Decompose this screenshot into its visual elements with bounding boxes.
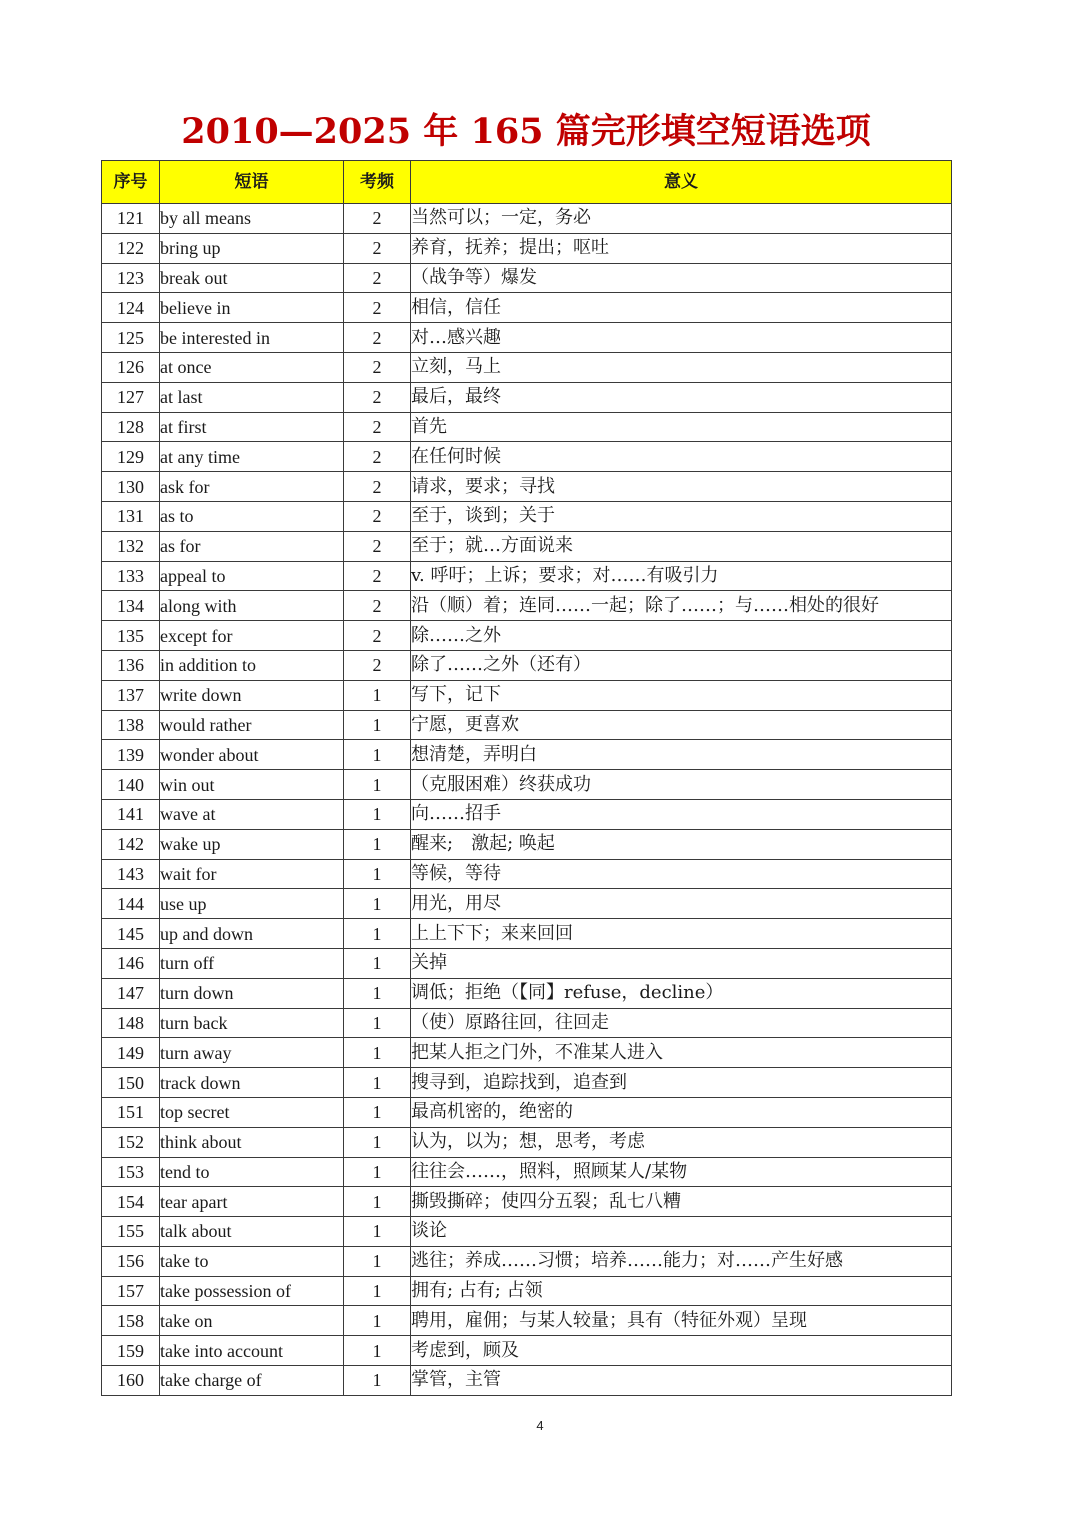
header-freq: 考频 xyxy=(344,161,411,204)
row-meaning: 聘用，雇佣；与某人较量；具有（特征外观）呈现 xyxy=(411,1306,952,1336)
table-row xyxy=(102,680,952,710)
row-number: 143 xyxy=(102,859,160,889)
row-phrase: would rather xyxy=(160,710,344,740)
table-row xyxy=(102,1127,952,1157)
header-phrase: 短语 xyxy=(160,161,344,204)
row-number: 155 xyxy=(102,1217,160,1247)
table-row xyxy=(102,263,952,293)
row-phrase: appeal to xyxy=(160,561,344,591)
table-row xyxy=(102,621,952,651)
row-number: 144 xyxy=(102,889,160,919)
table-row xyxy=(102,1306,952,1336)
row-meaning: 上上下下；来来回回 xyxy=(411,919,952,949)
row-number: 156 xyxy=(102,1246,160,1276)
row-phrase: wave at xyxy=(160,799,344,829)
row-phrase: in addition to xyxy=(160,650,344,680)
row-frequency: 1 xyxy=(344,1097,411,1127)
row-meaning: 掌管，主管 xyxy=(411,1366,952,1396)
row-number: 145 xyxy=(102,919,160,949)
row-phrase: at first xyxy=(160,412,344,442)
row-meaning: 想清楚，弄明白 xyxy=(411,740,952,770)
row-phrase: think about xyxy=(160,1127,344,1157)
row-number: 142 xyxy=(102,829,160,859)
row-meaning: 养育，抚养；提出；呕吐 xyxy=(411,233,952,263)
row-phrase: take into account xyxy=(160,1336,344,1366)
page-number: 4 xyxy=(536,1418,544,1433)
row-meaning: 向……招手 xyxy=(411,799,952,829)
row-frequency: 2 xyxy=(344,621,411,651)
row-phrase: use up xyxy=(160,889,344,919)
row-number: 128 xyxy=(102,412,160,442)
row-frequency: 1 xyxy=(344,1187,411,1217)
row-meaning: 沿（顺）着；连同……一起；除了……；与……相处的很好 xyxy=(411,591,952,621)
table-row xyxy=(102,204,952,234)
row-number: 146 xyxy=(102,948,160,978)
row-meaning: 相信，信任 xyxy=(411,293,952,323)
row-meaning: 除……之外 xyxy=(411,621,952,651)
row-meaning: 立刻，马上 xyxy=(411,352,952,382)
row-number: 121 xyxy=(102,204,160,234)
row-number: 131 xyxy=(102,501,160,531)
header-meaning: 意义 xyxy=(411,161,952,204)
table-row xyxy=(102,650,952,680)
row-meaning: 关掉 xyxy=(411,948,952,978)
table-row xyxy=(102,472,952,502)
row-frequency: 2 xyxy=(344,591,411,621)
row-phrase: turn down xyxy=(160,978,344,1008)
row-frequency: 2 xyxy=(344,501,411,531)
row-phrase: track down xyxy=(160,1068,344,1098)
row-frequency: 1 xyxy=(344,948,411,978)
table-row xyxy=(102,412,952,442)
row-number: 152 xyxy=(102,1127,160,1157)
row-number: 135 xyxy=(102,621,160,651)
row-number: 133 xyxy=(102,561,160,591)
table-row xyxy=(102,591,952,621)
row-meaning: 醒来; 激起; 唤起 xyxy=(411,829,952,859)
row-phrase: by all means xyxy=(160,204,344,234)
table-row xyxy=(102,799,952,829)
table-row xyxy=(102,978,952,1008)
row-frequency: 1 xyxy=(344,859,411,889)
row-number: 140 xyxy=(102,770,160,800)
table-row xyxy=(102,948,952,978)
row-meaning: 最后，最终 xyxy=(411,382,952,412)
row-meaning: 请求，要求；寻找 xyxy=(411,472,952,502)
table-row xyxy=(102,919,952,949)
row-meaning: 宁愿，更喜欢 xyxy=(411,710,952,740)
row-meaning: （战争等）爆发 xyxy=(411,263,952,293)
row-phrase: at any time xyxy=(160,442,344,472)
row-number: 147 xyxy=(102,978,160,1008)
row-number: 130 xyxy=(102,472,160,502)
table-row xyxy=(102,323,952,353)
row-number: 154 xyxy=(102,1187,160,1217)
row-frequency: 1 xyxy=(344,1068,411,1098)
table-row xyxy=(102,293,952,323)
phrase-table xyxy=(101,160,952,1396)
row-phrase: at last xyxy=(160,382,344,412)
row-phrase: tear apart xyxy=(160,1187,344,1217)
row-number: 123 xyxy=(102,263,160,293)
header-no: 序号 xyxy=(102,161,160,204)
row-phrase: be interested in xyxy=(160,323,344,353)
row-number: 125 xyxy=(102,323,160,353)
row-phrase: tend to xyxy=(160,1157,344,1187)
table-row xyxy=(102,382,952,412)
table-row xyxy=(102,770,952,800)
row-frequency: 1 xyxy=(344,1038,411,1068)
row-phrase: take charge of xyxy=(160,1366,344,1396)
row-frequency: 1 xyxy=(344,1366,411,1396)
row-number: 157 xyxy=(102,1276,160,1306)
table-row xyxy=(102,710,952,740)
row-frequency: 2 xyxy=(344,442,411,472)
row-number: 153 xyxy=(102,1157,160,1187)
row-phrase: take possession of xyxy=(160,1276,344,1306)
row-phrase: turn away xyxy=(160,1038,344,1068)
row-phrase: wonder about xyxy=(160,740,344,770)
row-number: 132 xyxy=(102,531,160,561)
row-frequency: 1 xyxy=(344,1246,411,1276)
table-header-row xyxy=(102,161,952,204)
row-meaning: v. 呼吁；上诉；要求；对……有吸引力 xyxy=(411,561,952,591)
row-frequency: 1 xyxy=(344,978,411,1008)
table-row xyxy=(102,1217,952,1247)
table-row xyxy=(102,561,952,591)
row-frequency: 1 xyxy=(344,710,411,740)
row-frequency: 2 xyxy=(344,293,411,323)
row-frequency: 1 xyxy=(344,799,411,829)
row-frequency: 1 xyxy=(344,889,411,919)
row-number: 134 xyxy=(102,591,160,621)
row-frequency: 2 xyxy=(344,412,411,442)
row-frequency: 2 xyxy=(344,352,411,382)
table-row xyxy=(102,352,952,382)
table-row xyxy=(102,1336,952,1366)
table-row xyxy=(102,1366,952,1396)
row-meaning: 除了……之外（还有） xyxy=(411,650,952,680)
row-number: 160 xyxy=(102,1366,160,1396)
row-number: 137 xyxy=(102,680,160,710)
row-phrase: except for xyxy=(160,621,344,651)
row-meaning: 调低；拒绝（【同】refuse，decline） xyxy=(411,978,952,1008)
row-meaning: 拥有; 占有; 占领 xyxy=(411,1276,952,1306)
row-number: 138 xyxy=(102,710,160,740)
row-meaning: 谈论 xyxy=(411,1217,952,1247)
row-phrase: at once xyxy=(160,352,344,382)
row-meaning: 认为，以为；想，思考，考虑 xyxy=(411,1127,952,1157)
row-number: 127 xyxy=(102,382,160,412)
row-phrase: ask for xyxy=(160,472,344,502)
row-meaning: （使）原路往回，往回走 xyxy=(411,1008,952,1038)
row-frequency: 1 xyxy=(344,1217,411,1247)
row-number: 159 xyxy=(102,1336,160,1366)
table-row xyxy=(102,740,952,770)
row-phrase: write down xyxy=(160,680,344,710)
row-phrase: talk about xyxy=(160,1217,344,1247)
row-meaning: 首先 xyxy=(411,412,952,442)
row-phrase: bring up xyxy=(160,233,344,263)
page-title: 2010—2025 年 165 篇完形填空短语选项 xyxy=(181,111,871,152)
row-phrase: wake up xyxy=(160,829,344,859)
table-row xyxy=(102,1157,952,1187)
table-row xyxy=(102,1038,952,1068)
row-meaning: 往往会……，照料，照顾某人/某物 xyxy=(411,1157,952,1187)
row-meaning: 最高机密的，绝密的 xyxy=(411,1097,952,1127)
row-frequency: 2 xyxy=(344,382,411,412)
row-frequency: 1 xyxy=(344,770,411,800)
table-row xyxy=(102,1187,952,1217)
row-meaning: 用光，用尽 xyxy=(411,889,952,919)
row-meaning: 至于，谈到；关于 xyxy=(411,501,952,531)
row-phrase: top secret xyxy=(160,1097,344,1127)
row-meaning: 在任何时候 xyxy=(411,442,952,472)
row-frequency: 1 xyxy=(344,1008,411,1038)
row-frequency: 1 xyxy=(344,740,411,770)
row-frequency: 1 xyxy=(344,829,411,859)
row-frequency: 1 xyxy=(344,1306,411,1336)
table-row xyxy=(102,1097,952,1127)
row-number: 129 xyxy=(102,442,160,472)
row-phrase: win out xyxy=(160,770,344,800)
row-frequency: 2 xyxy=(344,263,411,293)
row-frequency: 2 xyxy=(344,233,411,263)
row-phrase: take to xyxy=(160,1246,344,1276)
row-meaning: 等候，等待 xyxy=(411,859,952,889)
table-row xyxy=(102,531,952,561)
row-meaning: 撕毁撕碎；使四分五裂；乱七八糟 xyxy=(411,1187,952,1217)
row-number: 139 xyxy=(102,740,160,770)
row-phrase: believe in xyxy=(160,293,344,323)
row-frequency: 2 xyxy=(344,561,411,591)
row-number: 122 xyxy=(102,233,160,263)
row-meaning: （克服困难）终获成功 xyxy=(411,770,952,800)
table-row xyxy=(102,829,952,859)
table-body xyxy=(102,204,952,1396)
row-meaning: 把某人拒之门外，不准某人进入 xyxy=(411,1038,952,1068)
row-frequency: 1 xyxy=(344,1157,411,1187)
row-meaning: 搜寻到，追踪找到，追查到 xyxy=(411,1068,952,1098)
row-number: 126 xyxy=(102,352,160,382)
row-frequency: 2 xyxy=(344,472,411,502)
table-row xyxy=(102,501,952,531)
table-row xyxy=(102,442,952,472)
table-row xyxy=(102,233,952,263)
row-number: 149 xyxy=(102,1038,160,1068)
row-number: 150 xyxy=(102,1068,160,1098)
row-frequency: 1 xyxy=(344,919,411,949)
row-meaning: 考虑到，顾及 xyxy=(411,1336,952,1366)
row-phrase: turn back xyxy=(160,1008,344,1038)
row-frequency: 2 xyxy=(344,204,411,234)
row-meaning: 写下，记下 xyxy=(411,680,952,710)
row-number: 148 xyxy=(102,1008,160,1038)
row-frequency: 1 xyxy=(344,680,411,710)
row-frequency: 1 xyxy=(344,1276,411,1306)
row-frequency: 1 xyxy=(344,1336,411,1366)
row-meaning: 对…感兴趣 xyxy=(411,323,952,353)
row-meaning: 逃往；养成……习惯；培养……能力；对……产生好感 xyxy=(411,1246,952,1276)
row-phrase: as for xyxy=(160,531,344,561)
table-row xyxy=(102,889,952,919)
row-phrase: up and down xyxy=(160,919,344,949)
row-phrase: along with xyxy=(160,591,344,621)
row-number: 141 xyxy=(102,799,160,829)
table-row xyxy=(102,1008,952,1038)
row-meaning: 至于；就…方面说来 xyxy=(411,531,952,561)
row-phrase: as to xyxy=(160,501,344,531)
row-frequency: 2 xyxy=(344,531,411,561)
row-phrase: break out xyxy=(160,263,344,293)
row-frequency: 2 xyxy=(344,323,411,353)
table-row xyxy=(102,1276,952,1306)
row-frequency: 2 xyxy=(344,650,411,680)
table-row xyxy=(102,1246,952,1276)
row-meaning: 当然可以；一定，务必 xyxy=(411,204,952,234)
row-phrase: wait for xyxy=(160,859,344,889)
row-frequency: 1 xyxy=(344,1127,411,1157)
table-row xyxy=(102,1068,952,1098)
row-number: 151 xyxy=(102,1097,160,1127)
table-row xyxy=(102,859,952,889)
row-number: 136 xyxy=(102,650,160,680)
row-number: 124 xyxy=(102,293,160,323)
row-number: 158 xyxy=(102,1306,160,1336)
row-phrase: take on xyxy=(160,1306,344,1336)
row-phrase: turn off xyxy=(160,948,344,978)
